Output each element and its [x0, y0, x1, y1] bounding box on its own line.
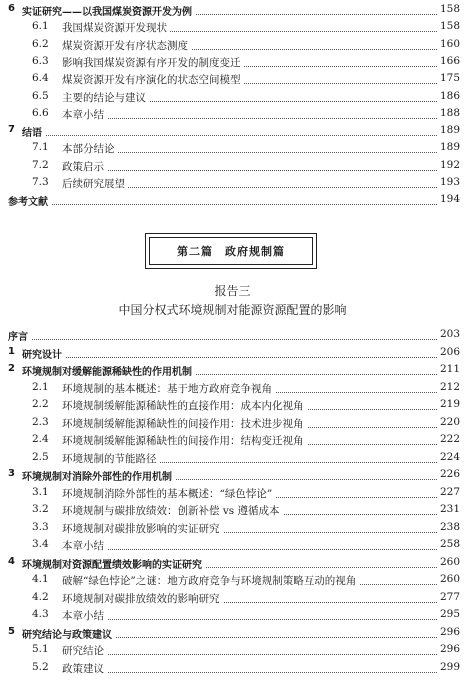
- toc-entry-page: 238: [439, 520, 460, 533]
- toc-entry-title: 破解“绿色悖论”之谜：地方政府竞争与环境规制策略互动的视角: [62, 573, 359, 588]
- toc-entry-page: 203: [439, 328, 460, 340]
- toc-entry[interactable]: [0, 642, 465, 660]
- toc-entry-title: 环境规制的基本概述：基于地方政府竞争视角: [62, 381, 275, 396]
- toc-entry-number: 2.1: [32, 380, 49, 393]
- toc-entry[interactable]: [0, 590, 465, 608]
- toc-entry-title: 实证研究——以我国煤炭资源开发为例: [22, 3, 195, 18]
- toc-entry-title: 环境规制对消除外部性的作用机制: [22, 468, 175, 483]
- toc-entry-title: 我国煤炭资源开发现状: [62, 20, 170, 35]
- toc-entry[interactable]: [0, 555, 465, 573]
- toc-entry[interactable]: [0, 537, 465, 555]
- toc-entry[interactable]: [0, 485, 465, 503]
- toc-entry-number: 3.4: [32, 538, 49, 550]
- toc-leader-dots: [22, 135, 441, 136]
- toc-entry-page: 219: [439, 398, 460, 410]
- toc-entry-title: 主要的结论与建议: [62, 90, 149, 105]
- toc-entry-page: 175: [439, 72, 460, 85]
- toc-entry[interactable]: [0, 106, 465, 124]
- toc-entry[interactable]: [0, 192, 465, 210]
- toc-entry-title: 煤炭资源开发有序演化的状态空间模型: [62, 72, 244, 87]
- toc-entry-number: 4: [8, 555, 15, 567]
- toc-entry-page: 258: [439, 538, 460, 550]
- toc-entry[interactable]: [0, 71, 465, 89]
- toc-entry-title: 本章小结: [62, 538, 107, 553]
- toc-entry-title: 环境规制对碳排放绩效的影响研究: [62, 591, 223, 606]
- toc-entry-page: 227: [439, 485, 460, 498]
- toc-entry-page: 296: [439, 625, 460, 638]
- toc-entry-number: 3.2: [32, 503, 49, 515]
- toc-entry[interactable]: [0, 140, 465, 158]
- toc-entry[interactable]: [0, 520, 465, 538]
- toc-leader-dots: [62, 152, 441, 153]
- toc-entry-title: 环境规制与碳排放绩效：创新补偿 vs 遵循成本: [62, 503, 283, 518]
- toc-entry[interactable]: [0, 345, 465, 363]
- toc-entry-page: 277: [439, 590, 460, 603]
- toc-entry[interactable]: [0, 89, 465, 107]
- toc-leader-dots: [8, 339, 441, 340]
- toc-entry-page: 226: [439, 468, 460, 480]
- toc-entry-page: 158: [439, 3, 460, 15]
- toc-entry-number: 6.6: [32, 106, 49, 119]
- toc-entry-page: 194: [439, 193, 460, 206]
- toc-entry-title: 研究结论: [62, 643, 107, 658]
- toc-entry-number: 4.1: [32, 573, 49, 585]
- toc-entry-number: 6.4: [32, 72, 49, 85]
- toc-leader-dots: [22, 357, 441, 358]
- toc-entry[interactable]: [0, 123, 465, 141]
- toc-entry[interactable]: [0, 362, 465, 380]
- toc-entry-number: 7.3: [32, 176, 49, 188]
- toc-entry-number: 3.1: [32, 485, 49, 498]
- toc-entry-title: 环境规制缓解能源稀缺性的间接作用：技术进步视角: [62, 416, 307, 431]
- toc-entry-title: 煤炭资源开发有序状态测度: [62, 38, 191, 53]
- toc-entry-title: 环境规制缓解能源稀缺性的直接作用：成本内化视角: [62, 398, 307, 413]
- part-heading-box: [145, 233, 317, 269]
- toc-entry-number: 6.1: [32, 20, 49, 33]
- toc-entry[interactable]: [0, 660, 465, 678]
- toc-entry-number: 5.1: [32, 643, 49, 655]
- toc-entry-title: 环境规制对缓解能源稀缺性的作用机制: [22, 363, 195, 378]
- toc-entry-page: 160: [439, 37, 460, 50]
- toc-entry[interactable]: [0, 467, 465, 485]
- toc-entry-number: 5.2: [32, 660, 49, 673]
- toc-entry-title: 政策启示: [62, 159, 107, 174]
- toc-entry-number: 1: [8, 345, 15, 357]
- toc-entry-page: 206: [439, 345, 460, 358]
- toc-entry-page: 188: [439, 106, 460, 119]
- toc-entry-number: 3: [8, 468, 15, 479]
- toc-entry-title: 结语: [22, 124, 45, 139]
- toc-entry[interactable]: [0, 450, 465, 468]
- toc-entry-page: 189: [439, 124, 460, 137]
- toc-entry-title: 环境规制对资源配置绩效影响的实证研究: [22, 556, 205, 571]
- toc-entry-page: 192: [439, 158, 460, 171]
- toc-entry-number: 4.2: [32, 590, 49, 603]
- toc-entry[interactable]: [0, 175, 465, 193]
- toc-entry[interactable]: [0, 397, 465, 415]
- toc-entry-page: 222: [439, 433, 460, 445]
- toc-entry[interactable]: [0, 54, 465, 72]
- toc-leader-dots: [62, 672, 441, 673]
- part-heading: 第二篇 政府规制篇: [149, 237, 313, 265]
- toc-entry[interactable]: [0, 625, 465, 643]
- toc-entry-title: 后续研究展望: [62, 176, 128, 191]
- toc-entry-page: 158: [439, 20, 460, 33]
- toc-entry[interactable]: [0, 572, 465, 590]
- toc-entry-number: 2.4: [32, 433, 49, 445]
- toc-entry-title: 影响我国煤炭资源有序开发的制度变迁: [62, 55, 244, 70]
- toc-entry-number: 2.5: [32, 450, 49, 463]
- toc-entry-page: 186: [439, 89, 460, 102]
- toc-entry-page: 295: [439, 608, 460, 620]
- toc-entry[interactable]: [0, 19, 465, 37]
- toc-entry-number: 7: [8, 124, 15, 136]
- toc-entry-number: 2.2: [32, 398, 49, 410]
- toc-leader-dots: [62, 549, 441, 550]
- toc-entry[interactable]: [0, 432, 465, 450]
- toc-entry-number: 6.5: [32, 89, 49, 102]
- toc-entry-title: 参考文献: [8, 193, 51, 208]
- toc-entry-title: 环境规制对碳排放影响的实证研究: [62, 521, 223, 536]
- toc-entry[interactable]: [0, 158, 465, 176]
- toc-entry-number: 6.3: [32, 54, 49, 67]
- toc-entry-page: 166: [439, 54, 460, 67]
- toc-entry-number: 4.3: [32, 608, 49, 620]
- toc-leader-dots: [62, 170, 441, 171]
- toc-entry-number: 7.2: [32, 158, 49, 171]
- toc-leader-dots: [8, 204, 441, 205]
- toc-entry-number: 7.1: [32, 141, 49, 154]
- toc-entry-title: 本章小结: [62, 107, 107, 122]
- toc-entry[interactable]: [0, 502, 465, 520]
- toc-entry-title: 环境规制缓解能源稀缺性的间接作用：结构变迁视角: [62, 433, 307, 448]
- toc-entry-page: 260: [439, 573, 460, 585]
- toc-leader-dots: [62, 654, 441, 655]
- toc-entry[interactable]: [0, 37, 465, 55]
- toc-entry[interactable]: [0, 607, 465, 625]
- toc-entry-title: 环境规制的节能路径: [62, 451, 160, 466]
- toc-entry-number: 5: [8, 625, 15, 637]
- toc-entry[interactable]: [0, 327, 465, 345]
- toc-entry[interactable]: [0, 380, 465, 398]
- toc-leader-dots: [62, 619, 441, 620]
- toc-entry-page: 193: [439, 176, 460, 188]
- toc-leader-dots: [62, 118, 441, 119]
- toc-entry-title: 环境规制消除外部性的基本概述：“绿色悖论”: [62, 486, 275, 501]
- toc-entry-page: 212: [439, 380, 460, 393]
- toc-entry-number: 2.3: [32, 415, 49, 428]
- toc-entry-number: 6.2: [32, 37, 49, 50]
- toc-entry-page: 299: [439, 660, 460, 673]
- toc-entry-page: 220: [439, 415, 460, 428]
- toc-entry-title: 序言: [8, 328, 31, 343]
- report-title: 中国分权式环境规制对能源资源配置的影响: [118, 303, 347, 317]
- toc-entry[interactable]: [0, 415, 465, 433]
- toc-entry-page: 189: [439, 141, 460, 154]
- toc-entry-number: 6: [8, 3, 15, 14]
- toc-entry-title: 政策建议: [62, 661, 107, 676]
- toc-entry-title: 研究结论与政策建议: [22, 626, 115, 641]
- toc-entry-page: 231: [439, 503, 460, 515]
- toc-entry-page: 296: [439, 643, 460, 655]
- toc-entry-number: 2: [8, 363, 15, 374]
- toc-entry-title: 本章小结: [62, 608, 107, 623]
- toc-entry-page: 224: [439, 450, 460, 463]
- toc-entry-page: 260: [439, 555, 460, 568]
- toc-entry-page: 211: [439, 363, 460, 375]
- toc-entry[interactable]: [0, 2, 465, 20]
- toc-entry-title: 研究设计: [22, 346, 65, 361]
- toc-entry-title: 本部分结论: [62, 141, 118, 156]
- toc-entry-number: 3.3: [32, 520, 49, 533]
- report-label: 报告三: [214, 284, 251, 298]
